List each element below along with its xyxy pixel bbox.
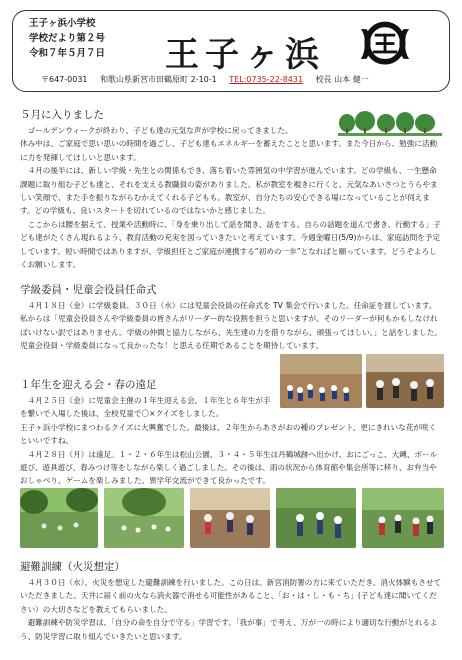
- principal: 校長 山本 健一: [315, 75, 369, 84]
- photo-welcome-gym: [280, 354, 362, 408]
- masthead-title: 王子ヶ浜: [165, 35, 325, 75]
- photo-excursion-5: [362, 488, 444, 548]
- issue-number: 学校だより第２号: [29, 33, 106, 44]
- photo-welcome-quiz: [366, 354, 444, 408]
- paragraph: ４月２８日（月）は遠足。１・２・６年生は松山公園、３・４・５年生は丹鶴城跡へ出かけ、おにごっこ、大縄、ボール遊び、遊具遊び、春みつけ等をしながら楽しく過ごしました。その後は、雨の状況から体育館や集会所等に移り、お弁当やおしゃべり、ゲームを楽しみました。異学年交流ができて良かったです。: [20, 449, 438, 486]
- section-committee: [20, 283, 442, 353]
- paragraph: ４月の後半には、新しい学級・先生との関係もでき、落ち着いた雰囲気の中学習が進んでいます。どの学級も、一生懸命課題に取り組む子ども達と、それを支える教職員の姿がありました。私が教室を覗きに行くと、元気なあいさつとうらやましい笑顔で、また手を振りながらむかえてくれる子どもも。教室が、自分たちの安心できる場になっていることが伺えます。どの学級も、良いスタートを切れているのではないかと感じました。: [20, 166, 438, 216]
- paragraph: ４月２５日（金）に児童会主催の１年生迎える会。１年生と６年生が手を繋いで入場した後は、全校児童で〇×クイズをしました。: [20, 396, 271, 419]
- issue-date: 令和７年５月７日: [29, 48, 106, 59]
- newsletter-header: [12, 10, 450, 92]
- photo-excursion-4: [276, 488, 356, 548]
- photo-excursion-3: [190, 488, 270, 548]
- postal-code: 〒647-0031: [41, 75, 88, 84]
- trees-icon: [338, 110, 442, 136]
- section-title: 学級委員・児童会役員任命式: [20, 284, 157, 296]
- photo-excursion-2: [104, 488, 184, 548]
- section-title: ５月に入りました: [20, 109, 104, 121]
- paragraph: ゴールデンウィークが終わり、子ども達の元気な声が学校に戻ってきました。: [27, 126, 293, 135]
- paragraph: ４月３０日（水）、火災を想定した避難訓練を行いました。この日は、新宮消防署の方に来ていただき、消火体験もさせていただきました。天井に届く前の火なら消火器で消せる可能性があること、「お・は・し・も・ち」(子ども達に聞いてください）の大切さなどを教えてもらいました。: [20, 578, 442, 614]
- phone-link[interactable]: TEL:0735-22-8431: [229, 75, 304, 84]
- section-title: １年生を迎える会・春の遠足: [20, 379, 157, 391]
- paragraph: 王子ヶ浜小学校にまつわるクイズに大興奮でした。最後は、２年生からあさがおの種のプレゼント、更にきれいな花が咲くといいですね。: [20, 422, 437, 446]
- address: 和歌山県新宮市田鶴原町 2-10-1: [100, 75, 217, 84]
- school-emblem-icon: [357, 17, 413, 71]
- school-info: [29, 16, 105, 61]
- paragraph: ４月１８日（金）に学級委員、３０日（水）には児童会役員の任命式を TV 集会で行いました。任命証を渡しています。私からは「児童会役員さんや学級委員の皆さんがリーダー的な役割を担うと思いますが、そのリーダーが何もかもしなければいけない訳ではありません。学級の仲間と協力しながら、先生達の力を借りながら、頑張ってほしい。」と話をしました。児童会役員・学級委員になって良かったな！と思える任期であることを期待しています。: [20, 301, 442, 351]
- paragraph: 避難訓練や防災学習は、「自分の命を自分で守る」学習です。「我が事」で考え、万が一の時により適切な行動がとれるよう、防災学習に取り組んでいきたいと思います。: [20, 618, 438, 641]
- paragraph: 休み中は、ご家庭で思い思いの時間を過ごし、子ども達もエネルギーを蓄えたことと思います。また今日から、勉強に活動に力を発揮してほしいと思います。: [20, 139, 438, 162]
- school-name: 王子ヶ浜小学校: [29, 18, 96, 29]
- section-title: 避難訓練（火災想定）: [20, 561, 125, 573]
- paragraph: ここからは腰を据えて、授業や活動時に、「身を乗り出して話を聞き、話をする。自らの話題を道んで書き、行動する」子ども達がたくさん現れるよう、教育活動の充実を図っていきたいと考えています。今週金曜日(5/9)からは、家庭訪問を予定しています。短い時間ではありますが、学級担任とご家庭が連携する“初めの一歩”となればと願っています。どうぞよろしくお願いします。: [20, 219, 441, 270]
- contact-line: [41, 74, 379, 85]
- section-evacuation-drill: [20, 560, 442, 643]
- photo-excursion-1: [20, 488, 98, 548]
